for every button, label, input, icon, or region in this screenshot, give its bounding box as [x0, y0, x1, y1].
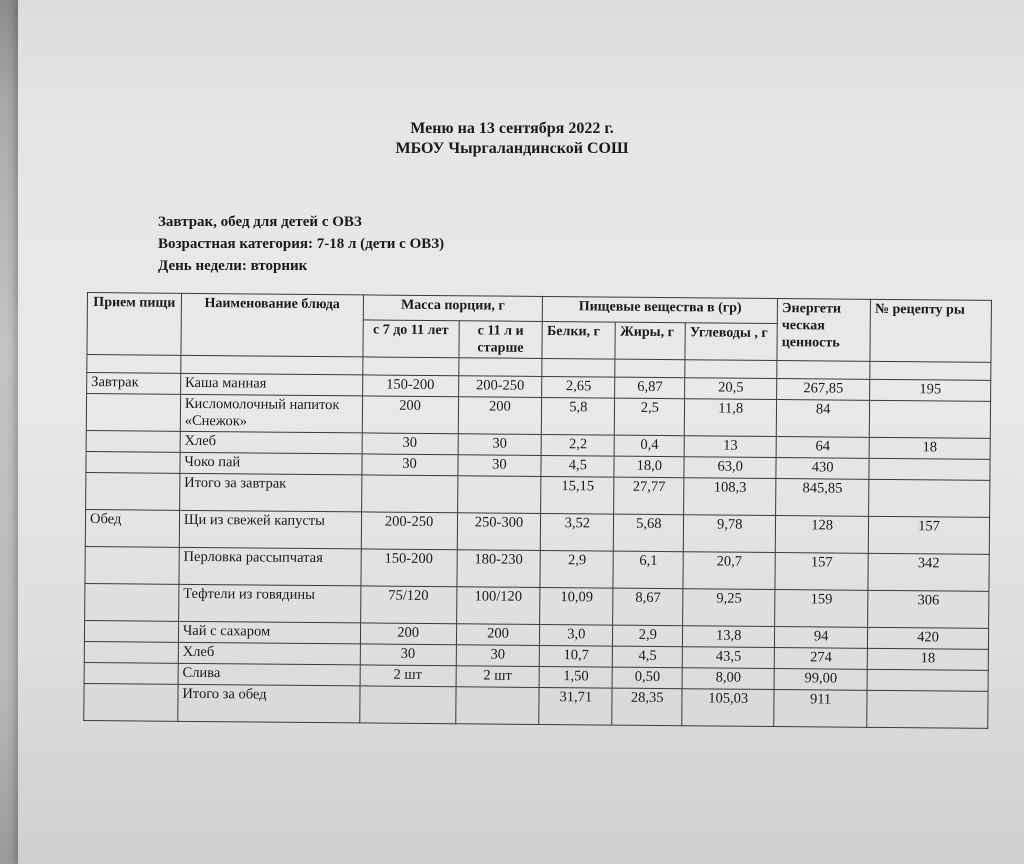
meal-label-lunch: Обед	[85, 509, 179, 547]
protein-value: 2,65	[542, 376, 615, 398]
energy-value: 128	[775, 516, 868, 554]
total-energy: 845,85	[776, 479, 869, 517]
carbs-value: 9,78	[684, 515, 776, 553]
portion-11-plus: 200-250	[458, 376, 542, 398]
fat-value: 0,50	[612, 667, 682, 689]
portion-7-11: 30	[362, 433, 458, 455]
meal-label-breakfast: Завтрак	[87, 373, 181, 395]
header-carbs: Углеводы , г	[685, 323, 777, 361]
recipe-number: 342	[868, 553, 989, 591]
total-label: Итого за обед	[178, 684, 360, 723]
header-fat: Жиры, г	[615, 322, 685, 360]
fat-value: 6,87	[615, 377, 685, 399]
total-row-lunch	[84, 683, 988, 728]
header-recipe: № рецепту ры	[870, 299, 991, 362]
portion-11-plus: 30	[458, 434, 542, 456]
menu-title: Меню на 13 сентября 2022 г.	[410, 120, 614, 137]
protein-value: 1,50	[539, 666, 612, 688]
fat-value: 4,5	[613, 646, 683, 668]
header-portion: Масса порции, г	[363, 295, 543, 322]
dish-name: Тефтели из говядины	[179, 584, 361, 623]
total-label: Итого за завтрак	[179, 473, 361, 512]
protein-value: 2,2	[541, 434, 614, 456]
carbs-value: 20,5	[685, 378, 777, 400]
carbs-value: 63,0	[684, 457, 776, 479]
weekday: День недели: вторник	[158, 258, 308, 274]
portion-11-plus: 30	[456, 645, 540, 667]
total-energy: 911	[774, 690, 867, 728]
fat-value: 2,5	[615, 398, 685, 436]
recipe-number: 420	[868, 627, 989, 649]
dish-name: Чоко пай	[180, 452, 362, 475]
dish-name: Хлеб	[178, 642, 360, 665]
energy-value: 157	[775, 553, 868, 591]
total-fat: 27,77	[614, 477, 684, 515]
header-energy: Энергети ческая ценность	[777, 299, 870, 362]
carbs-value: 13,8	[683, 626, 775, 648]
fat-value: 2,9	[613, 625, 683, 647]
recipe-number: 306	[868, 590, 989, 628]
header-meal: Прием пищи	[87, 293, 181, 356]
portion-11-plus: 200	[458, 397, 542, 435]
energy-value: 99,00	[774, 669, 867, 691]
dish-name: Перловка рассыпчатая	[179, 547, 361, 586]
portion-7-11: 200	[360, 623, 456, 645]
fat-value: 0,4	[614, 435, 684, 457]
portion-11-plus: 180-230	[456, 550, 540, 588]
recipe-number	[869, 458, 990, 480]
total-carbs: 108,3	[684, 478, 776, 516]
fat-value: 18,0	[614, 456, 684, 478]
protein-value: 3,52	[541, 513, 614, 551]
menu-table	[83, 292, 992, 729]
total-carbs: 105,03	[682, 689, 774, 727]
header-dish: Наименование блюда	[181, 293, 363, 357]
portion-11-plus: 250-300	[457, 513, 541, 551]
portion-7-11: 150-200	[362, 375, 458, 397]
header-portion-11-plus: с 11 л и старше	[458, 321, 542, 359]
carbs-value: 20,7	[683, 552, 775, 590]
portion-7-11: 200-250	[361, 512, 457, 550]
school-name: МБОУ Чыргаландинской СОШ	[395, 140, 629, 157]
energy-value: 94	[775, 627, 868, 649]
protein-value: 4,5	[541, 455, 614, 477]
carbs-value: 8,00	[682, 668, 774, 690]
energy-value: 274	[774, 648, 867, 670]
total-protein: 31,71	[539, 687, 612, 725]
header-protein: Белки, г	[542, 321, 615, 359]
total-fat: 28,35	[612, 688, 682, 726]
portion-7-11: 2 шт	[360, 665, 456, 687]
recipe-number: 18	[869, 437, 990, 459]
energy-value: 267,85	[777, 379, 870, 401]
fat-value: 5,68	[614, 514, 684, 552]
protein-value: 5,8	[542, 397, 615, 435]
age-category: Возрастная категория: 7-18 л (дети с ОВЗ)	[158, 236, 445, 252]
dish-name: Кисломолочный напиток «Снежок»	[180, 394, 362, 433]
protein-value: 3,0	[540, 624, 613, 646]
meal-description: Завтрак, обед для детей с ОВЗ	[158, 214, 362, 230]
energy-value: 84	[776, 400, 869, 438]
energy-value: 64	[776, 437, 869, 459]
fat-value: 8,67	[613, 588, 683, 626]
protein-value: 10,09	[540, 587, 613, 625]
header-nutrients: Пищевые вещества в (гр)	[543, 296, 778, 323]
carbs-value: 9,25	[683, 589, 775, 627]
recipe-number: 18	[867, 648, 988, 670]
portion-11-plus: 200	[456, 624, 540, 646]
fat-value: 6,1	[613, 551, 683, 589]
portion-7-11: 200	[362, 396, 458, 434]
header-portion-7-11: с 7 до 11 лет	[363, 320, 459, 358]
portion-7-11: 150-200	[361, 549, 457, 587]
protein-value: 2,9	[540, 550, 613, 588]
dish-name: Слива	[178, 663, 360, 686]
portion-11-plus: 2 шт	[456, 666, 540, 688]
portion-7-11: 30	[360, 644, 456, 666]
carbs-value: 13	[684, 436, 776, 458]
energy-value: 430	[776, 458, 869, 480]
dish-name: Хлеб	[180, 431, 362, 454]
recipe-number	[867, 669, 988, 691]
recipe-number: 157	[868, 516, 989, 554]
portion-11-plus: 30	[457, 455, 541, 477]
recipe-number: 195	[870, 379, 991, 401]
dish-name: Щи из свежей капусты	[179, 510, 361, 549]
total-protein: 15,15	[541, 476, 614, 514]
carbs-value: 11,8	[685, 399, 777, 437]
dish-name: Каша манная	[180, 373, 362, 396]
carbs-value: 43,5	[683, 647, 775, 669]
dish-name: Чай с сахаром	[178, 621, 360, 644]
protein-value: 10,7	[540, 645, 613, 667]
recipe-number	[869, 400, 990, 438]
energy-value: 159	[775, 590, 868, 628]
portion-11-plus: 100/120	[456, 587, 540, 625]
portion-7-11: 75/120	[360, 586, 456, 624]
portion-7-11: 30	[362, 454, 458, 476]
